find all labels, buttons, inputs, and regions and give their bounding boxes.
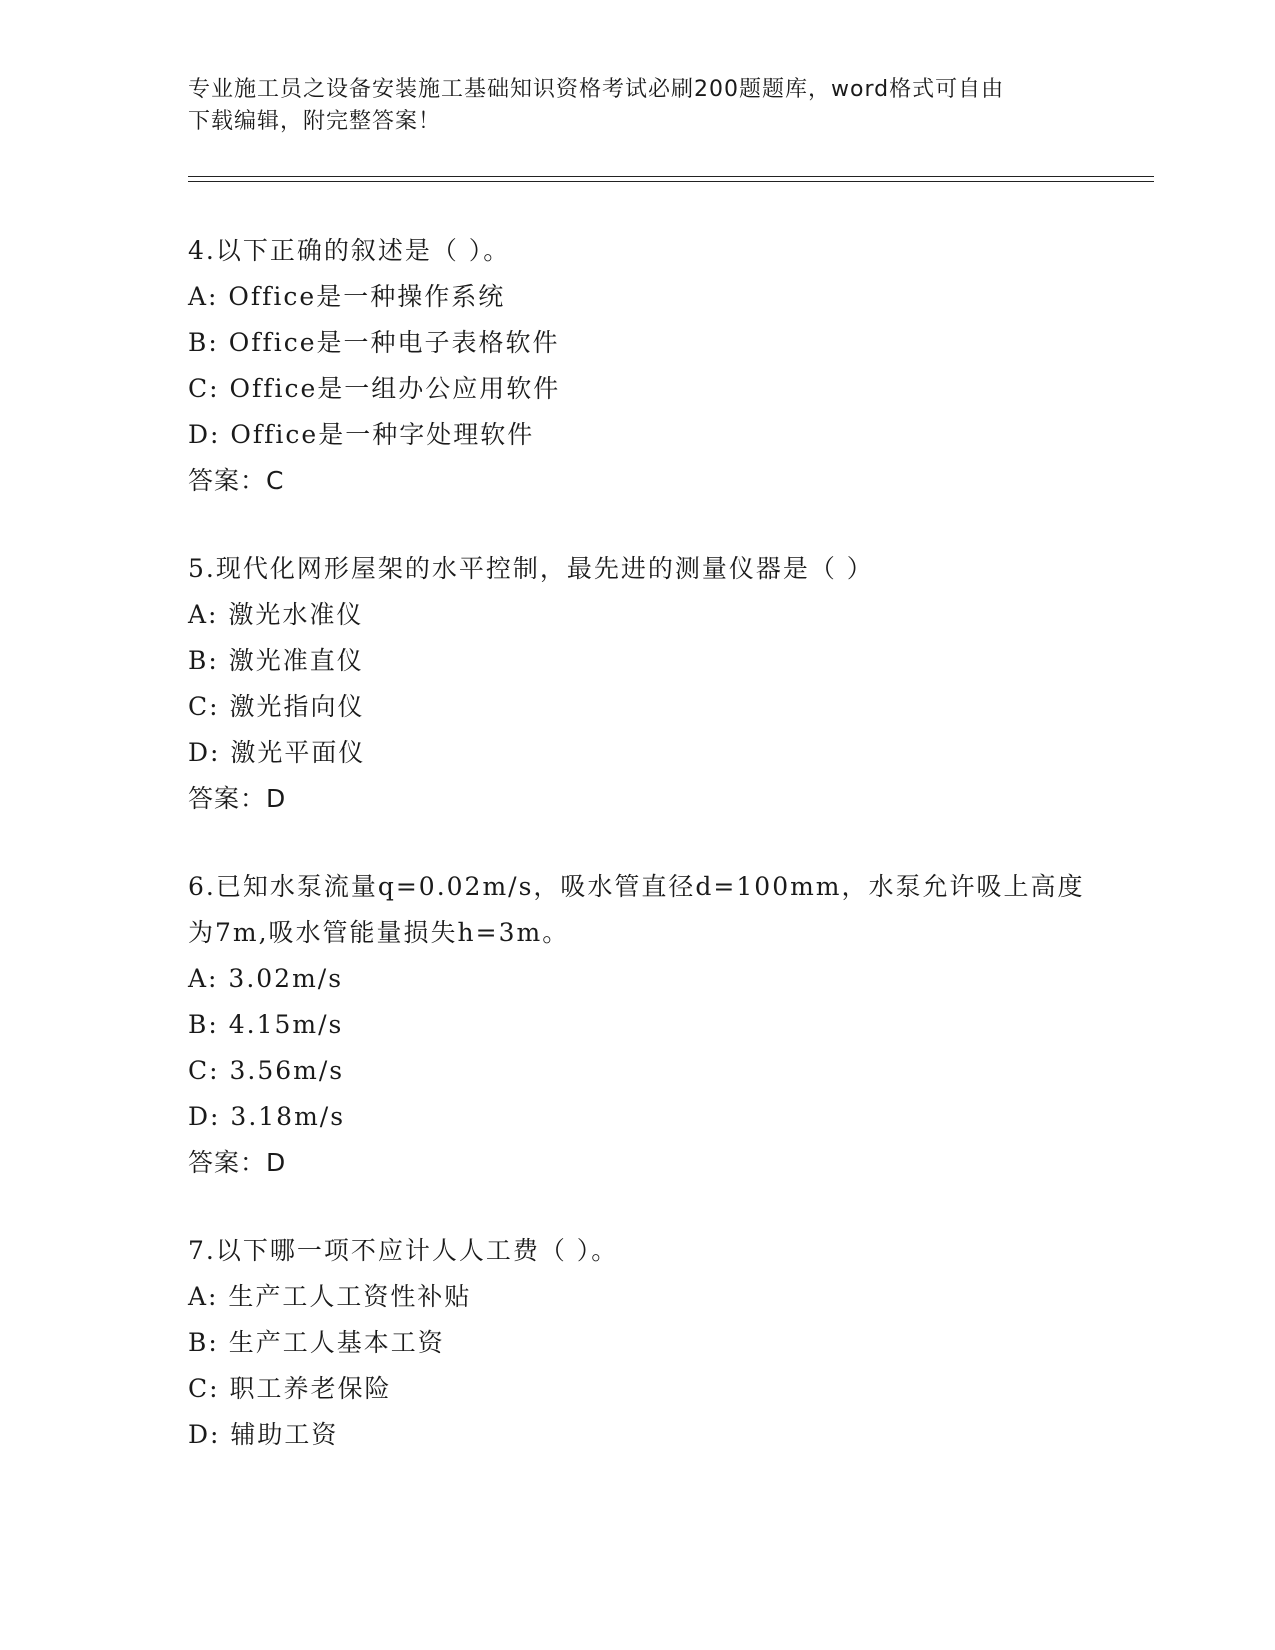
option-a: A: Office是一种操作系统 bbox=[188, 282, 506, 311]
question-stem: 7.以下哪一项不应计人人工费（ ）。 bbox=[188, 1236, 619, 1265]
option-c: C: 3.56m/s bbox=[188, 1056, 345, 1085]
question-stem: 5.现代化网形屋架的水平控制，最先进的测量仪器是（ ） bbox=[188, 554, 874, 583]
question-5 bbox=[188, 546, 1088, 822]
question-stem-line-1: 6.已知水泵流量q=0.02m/s，吸水管直径d=100mm，水泵允许吸上高度 bbox=[188, 872, 1085, 901]
option-b: B: 生产工人基本工资 bbox=[188, 1328, 445, 1357]
question-stem: 4.以下正确的叙述是（ ）。 bbox=[188, 236, 511, 265]
option-b: B: 激光准直仪 bbox=[188, 646, 364, 675]
option-a: A: 生产工人工资性补贴 bbox=[188, 1282, 472, 1311]
option-b: B: Office是一种电子表格软件 bbox=[188, 328, 560, 357]
option-a: A: 激光水准仪 bbox=[188, 600, 364, 629]
question-6 bbox=[188, 864, 1088, 1186]
option-b: B: 4.15m/s bbox=[188, 1010, 344, 1039]
option-a: A: 3.02m/s bbox=[188, 964, 344, 993]
header-divider-bottom bbox=[188, 181, 1154, 182]
answer: 答案：D bbox=[188, 1148, 287, 1177]
option-c: C: 激光指向仪 bbox=[188, 692, 365, 721]
option-d: D: 辅助工资 bbox=[188, 1420, 339, 1449]
question-7 bbox=[188, 1228, 1088, 1458]
question-stem-line-2: 为7m,吸水管能量损失h=3m。 bbox=[188, 918, 570, 947]
option-c: C: 职工养老保险 bbox=[188, 1374, 392, 1403]
document-header bbox=[188, 74, 1088, 138]
question-4 bbox=[188, 228, 1088, 504]
option-c: C: Office是一组办公应用软件 bbox=[188, 374, 561, 403]
answer: 答案：D bbox=[188, 784, 287, 813]
option-d: D: 3.18m/s bbox=[188, 1102, 346, 1131]
header-line-2: 下载编辑，附完整答案！ bbox=[188, 109, 442, 134]
answer: 答案：C bbox=[188, 466, 285, 495]
header-line-1: 专业施工员之设备安装施工基础知识资格考试必刷200题题库，word格式可自由 bbox=[188, 77, 1005, 102]
option-d: D: 激光平面仪 bbox=[188, 738, 366, 767]
option-d: D: Office是一种字处理软件 bbox=[188, 420, 535, 449]
header-divider-top bbox=[188, 176, 1154, 177]
